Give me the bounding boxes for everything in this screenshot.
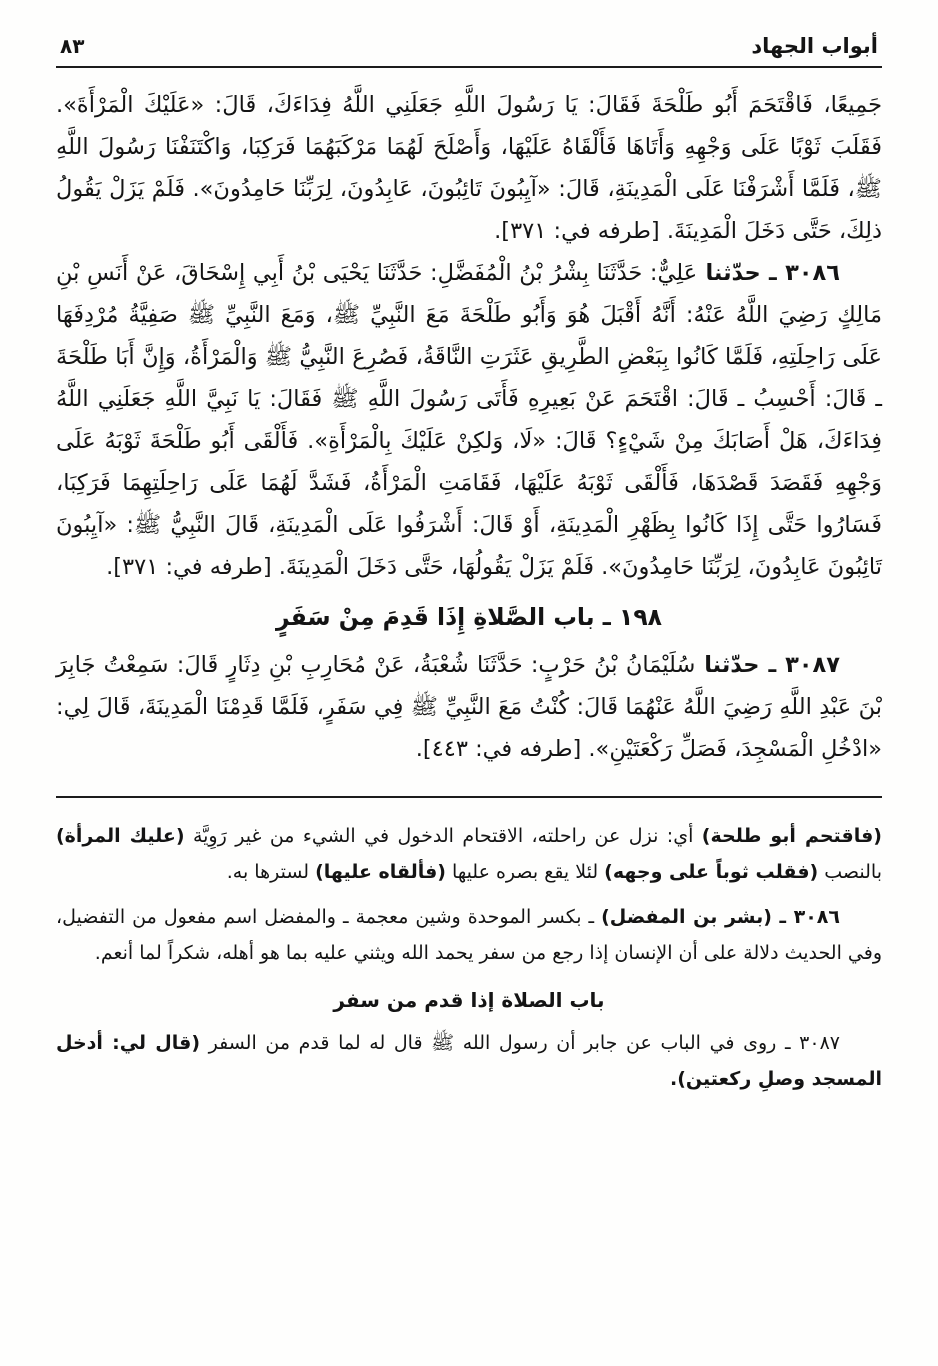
hadith-3086: ٣٠٨٦ ـ حدّثنا عَلِيٌّ: حَدَّثَنَا بِشْرُ بْنُ الْمُفَضَّلِ: حَدَّثَنَا يَحْيَى بْنُ أَبِي إِسْحَاقَ، عَنْ أَنَسِ بْنِ مَالِكٍ رَضِيَ اللَّهُ عَنْهُ: أَنَّهُ أَقْبَلَ هُوَ وَأَبُو طَلْحَةَ مَعَ النَّبِيِّ ﷺ، وَمَعَ النَّبِيِّ ﷺ صَفِيَّةُ مُرْدِفَهَا عَلَى رَاحِلَتِهِ، فَلَمَّا كَانُوا بِبَعْضِ الطَّرِيقِ عَثَرَتِ النَّاقَةُ، فَصُرِعَ النَّبِيُّ ﷺ وَالْمَرْأَةُ، وَإِنَّ أَبَا طَلْحَةَ ـ قَالَ: أَحْسِبُ ـ قَالَ: اقْتَحَمَ عَنْ بَعِيرِهِ فَأَتَى رَسُولَ اللَّهِ ﷺ فَقَالَ: يَا نَبِيَّ اللَّهِ جَعَلَنِي اللَّهُ فِدَاءَكَ، هَلْ أَصَابَكَ مِنْ شَيْءٍ؟ قَالَ: «لَا، وَلكِنْ عَلَيْكَ بِالْمَرْأَةِ». فَأَلْقَى أَبُو طَلْحَةَ ثَوْبَهُ عَلَى وَجْهِهِ فَقَصَدَ قَصْدَهَا، فَأَلْقَى ثَوْبَهُ عَلَيْهَا، فَقَامَتِ الْمَرْأَةُ، فَشَدَّ لَهُمَا عَلَى رَاحِلَتِهِمَا فَرَكِبَا، فَسَارُوا حَتَّى إِذَا كَانُوا بِظَهْرِ الْمَدِينَةِ، أَوْ قَالَ: أَشْرَفُوا عَلَى الْمَدِينَةِ، قَالَ النَّبِيُّ ﷺ: «آيِبُونَ تَائِبُونَ عَابِدُونَ، لِرَبِّنَا حَامِدُونَ». فَلَمْ يَزَلْ يَقُولُهَا، حَتَّى دَخَلَ الْمَدِينَةَ. [طرفه في: ٣٧١]. — [56, 260, 882, 580]
hadith-3085-continuation: جَمِيعًا، فَاقْتَحَمَ أَبُو طَلْحَةَ فَقَالَ: يَا رَسُولَ اللَّهِ جَعَلَنِي اللَّهُ فِدَاءَكَ، قَالَ: «عَلَيْكَ الْمَرْأَةَ». فَقَلَبَ ثَوْبًا عَلَى وَجْهِهِ وَأَتَاهَا فَأَلْقَاهُ عَلَيْهَا، وَأَصْلَحَ لَهُمَا مَرْكَبَهُمَا فَرَكِبَا، وَاكْتَنَفْنَا رَسُولَ اللَّهِ ﷺ، فَلَمَّا أَشْرَفْنَا عَلَى الْمَدِينَةِ، قَالَ: «آيِبُونَ تَائِبُونَ، عَابِدُونَ، لِرَبِّنَا حَامِدُونَ». فَلَمْ يَزَلْ يَقُولُ ذلِكَ، حَتَّى دَخَلَ الْمَدِينَةَ. [طرفه في: ٣٧١]. — [56, 92, 882, 244]
commentary-section — [56, 818, 882, 1097]
section-title: أبواب الجهاد — [751, 34, 878, 58]
commentary-separator — [56, 796, 882, 798]
commentary-para-2: ٣٠٨٦ ـ (بشر بن المفضل) ـ بكسر الموحدة وشين معجمة ـ والمفضل اسم مفعول من التفضيل، وفي الحديث دلالة على أن الإنسان إذا رجع من سفر يحمد الله ويثني عليه بما هو أهله، شكراً لما أنعم. — [56, 906, 882, 964]
header-rule — [56, 66, 882, 68]
commentary-para-3: ٣٠٨٧ ـ روى في الباب عن جابر أن رسول الله ﷺ قال له لما قدم من السفر (قال لي: أدخل المسجد وصلِ ركعتين). — [56, 1032, 882, 1090]
chapter-heading-198: ١٩٨ ـ باب الصَّلاةِ إِذَا قَدِمَ مِنْ سَفَرٍ — [275, 603, 663, 631]
hadith-text-section — [56, 84, 882, 770]
page-number: ٨٣ — [60, 34, 85, 58]
commentary-para-1: (فاقتحم أبو طلحة) أي: نزل عن راحلته، الاقتحام الدخول في الشيء من غير رَوِيَّة (عليك المرأة) بالنصب (فقلب ثوباً على وجهه) لئلا يقع بصره عليها (فألقاه عليها) لسترها به. — [56, 825, 882, 883]
page-header — [56, 34, 882, 66]
hadith-3087: ٣٠٨٧ ـ حدّثنا سُلَيْمَانُ بْنُ حَرْبٍ: حَدَّثَنَا شُعْبَةُ، عَنْ مُحَارِبِ بْنِ دِثَارٍ قَالَ: سَمِعْتُ جَابِرَ بْنَ عَبْدِ اللَّهِ رَضِيَ اللَّهُ عَنْهُمَا قَالَ: كُنْتُ مَعَ النَّبِيِّ ﷺ فِي سَفَرٍ، فَلَمَّا قَدِمْنَا الْمَدِينَةَ، قَالَ لِي: «ادْخُلِ الْمَسْجِدَ، فَصَلِّ رَكْعَتَيْنِ». [طرفه في: ٤٤٣]. — [56, 652, 882, 762]
commentary-chapter-heading: باب الصلاة إذا قدم من سفر — [333, 988, 605, 1012]
